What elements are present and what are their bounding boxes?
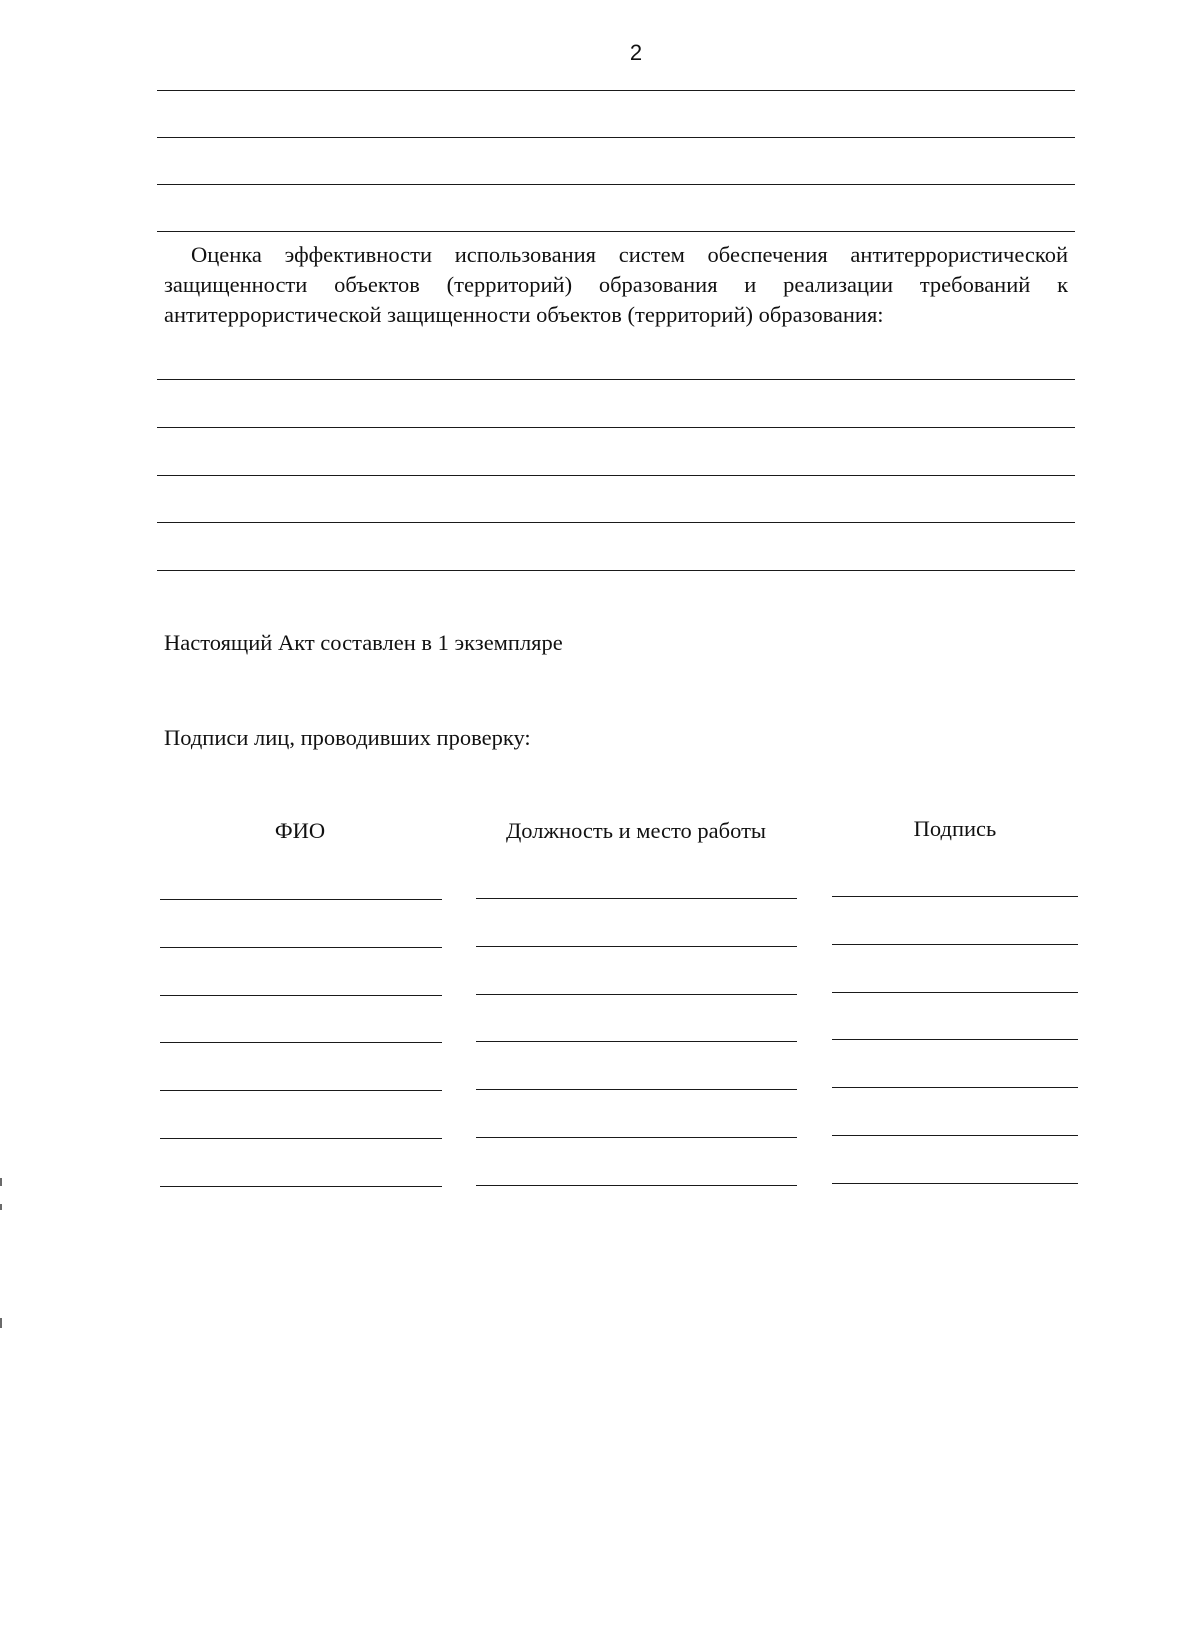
fio-blank-line <box>160 899 442 900</box>
fio-blank-line <box>160 995 442 996</box>
scan-edge-mark <box>0 1318 2 1328</box>
position-blank-line <box>476 1137 797 1138</box>
position-blank-line <box>476 946 797 947</box>
fio-blank-line <box>160 1138 442 1139</box>
signature-blank-line <box>832 944 1078 945</box>
fio-blank-line <box>160 1186 442 1187</box>
signature-blank-line <box>832 1183 1078 1184</box>
signatures-heading: Подписи лиц, проводивших проверку: <box>164 725 531 750</box>
column-header-position: Должность и место работы <box>505 818 767 843</box>
signature-blank-line <box>832 1087 1078 1088</box>
page-number: 2 <box>629 40 643 65</box>
position-blank-line <box>476 994 797 995</box>
column-header-signature: Подпись <box>913 816 997 841</box>
signature-blank-line <box>832 992 1078 993</box>
blank-line <box>157 427 1075 428</box>
blank-line <box>157 184 1075 185</box>
fio-blank-line <box>160 1090 442 1091</box>
blank-line <box>157 379 1075 380</box>
evaluation-paragraph: Оценка эффективности использования систем обеспечения антитеррористической защищенности объектов (территорий) образования и реализации требований к антитеррористической защищенности объектов (территорий) образования: <box>164 242 1068 327</box>
copies-statement: Настоящий Акт составлен в 1 экземпляре <box>164 630 563 655</box>
position-blank-line <box>476 898 797 899</box>
scan-edge-mark <box>0 1178 2 1186</box>
blank-line <box>157 137 1075 138</box>
blank-line <box>157 522 1075 523</box>
signature-blank-line <box>832 1135 1078 1136</box>
column-header-fio: ФИО <box>274 818 326 843</box>
blank-line <box>157 90 1075 91</box>
signature-blank-line <box>832 896 1078 897</box>
signature-blank-line <box>832 1039 1078 1040</box>
blank-line <box>157 231 1075 232</box>
position-blank-line <box>476 1089 797 1090</box>
fio-blank-line <box>160 947 442 948</box>
blank-line <box>157 570 1075 571</box>
fio-blank-line <box>160 1042 442 1043</box>
position-blank-line <box>476 1041 797 1042</box>
blank-line <box>157 475 1075 476</box>
scan-edge-mark <box>0 1204 2 1210</box>
position-blank-line <box>476 1185 797 1186</box>
